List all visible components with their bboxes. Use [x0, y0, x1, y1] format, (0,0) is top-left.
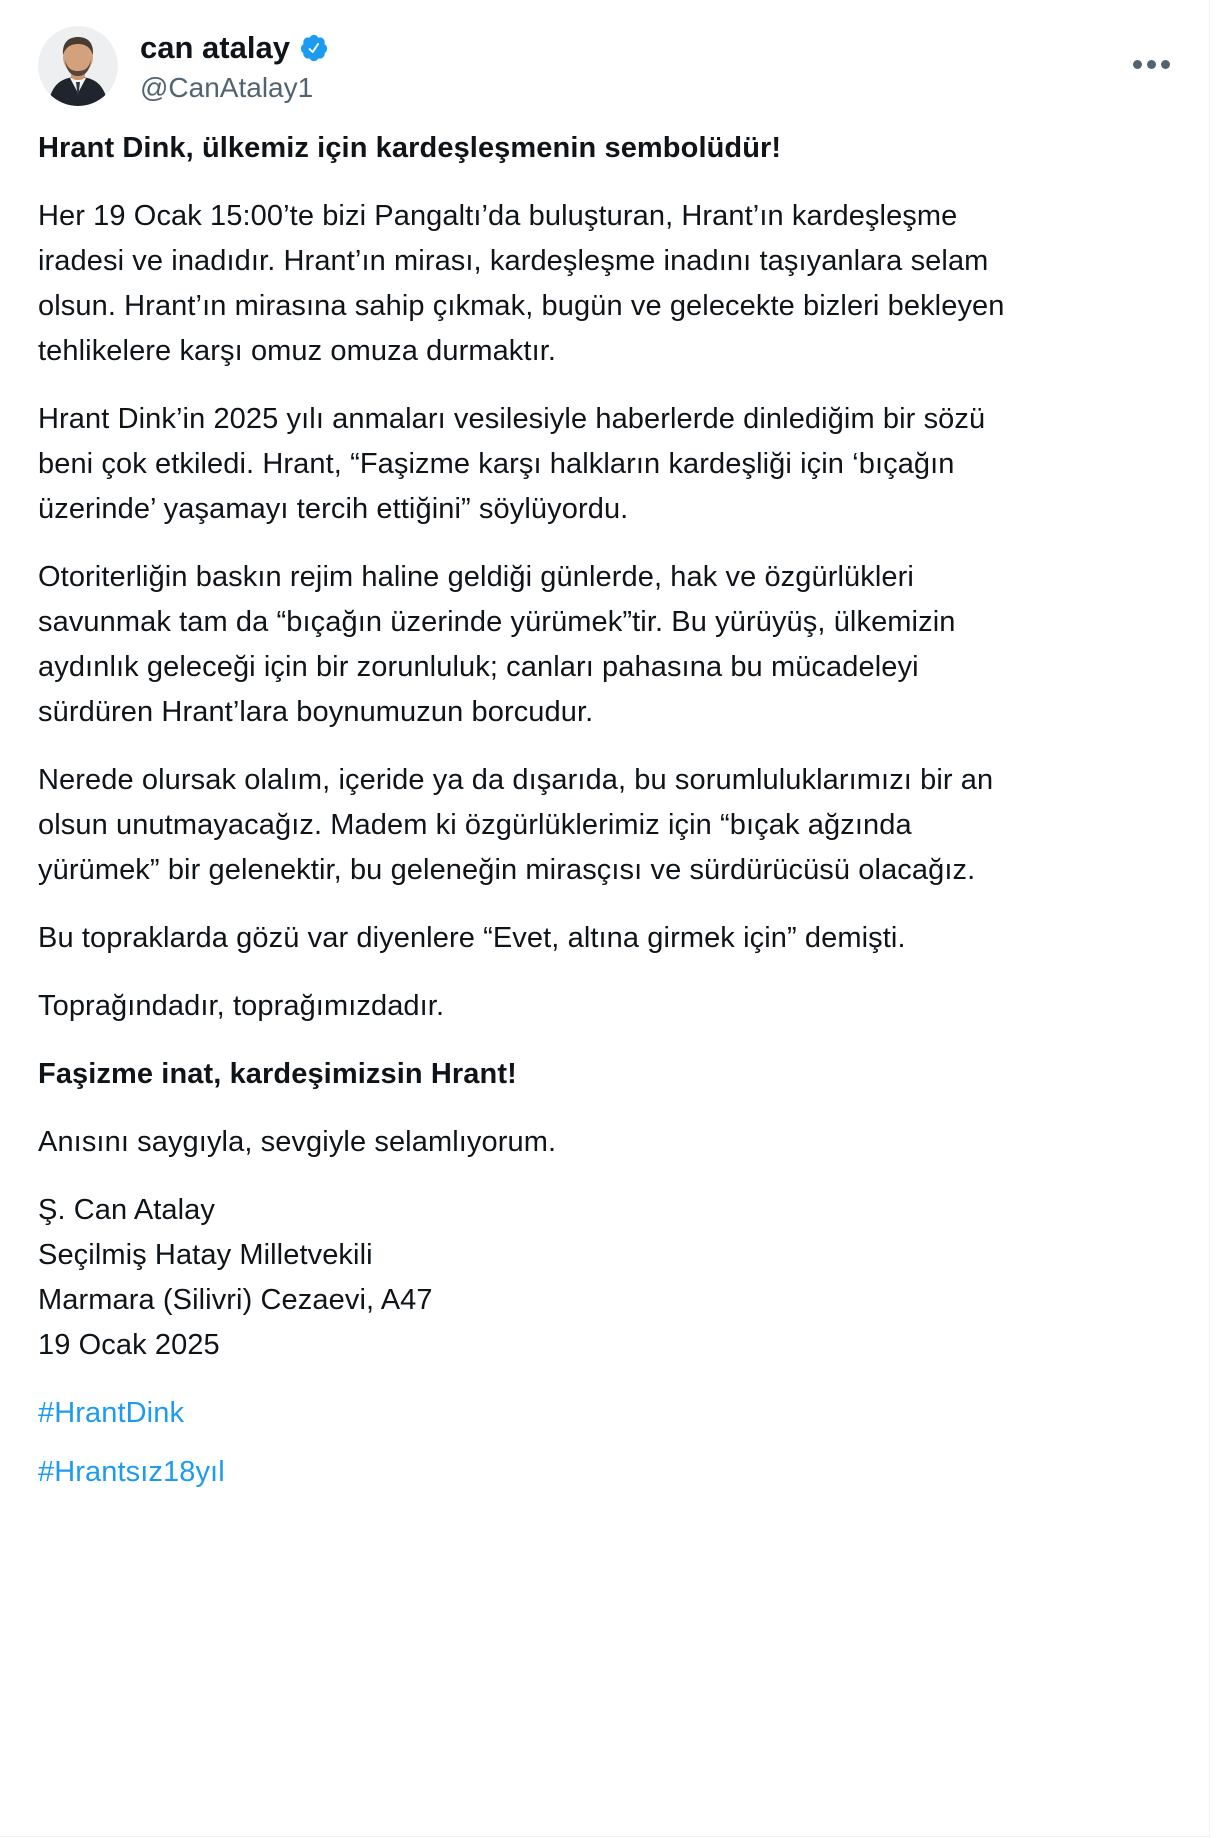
tweet-paragraph: Hrant Dink’in 2025 yılı anmaları vesilesiyle haberlerde dinlediğim bir sözü beni çok etkiledi. Hrant, “Faşizme karşı halkların kardeşliği için ‘bıçağın üzerinde’ yaşamayı tercih ettiğini” söylüyordu.	[38, 403, 986, 526]
hashtag-block	[38, 1391, 1013, 1495]
avatar[interactable]	[38, 26, 118, 106]
tweet-paragraph: Faşizme inat, kardeşimizsin Hrant!	[38, 1058, 517, 1091]
hashtag-link-hrantdink[interactable]: #HrantDink	[38, 1397, 185, 1430]
hashtag-link-hrantsiz18yil[interactable]: #Hrantsız18yıl	[38, 1456, 225, 1489]
identity-block	[140, 26, 329, 106]
more-menu-icon	[1147, 60, 1156, 69]
tweet-header	[38, 26, 1209, 106]
handle[interactable]: @CanAtalay1	[140, 71, 314, 103]
signature-line: Marmara (Silivri) Cezaevi, A47	[38, 1284, 433, 1317]
tweet-paragraph: Her 19 Ocak 15:00’te bizi Pangaltı’da buluşturan, Hrant’ın kardeşleşme iradesi ve inadıdır. Hrant’ın mirası, kardeşleşme inadını taşıyanlara selam olsun. Hrant’ın mirasına sahip çıkmak, bugün ve gelecekte bizleri bekleyen tehlikelere karşı omuz omuza durmaktır.	[38, 200, 1005, 368]
tweet-paragraph: Bu topraklarda gözü var diyenlere “Evet, altına girmek için” demişti.	[38, 922, 906, 955]
signature-line: 19 Ocak 2025	[38, 1329, 220, 1362]
tweet-paragraph: Nerede olursak olalım, içeride ya da dışarıda, bu sorumluluklarımızı bir an olsun unutmayacağız. Madem ki özgürlüklerimiz için “bıçak ağzında yürümek” bir gelenektir, bu geleneğin mirasçısı ve sürdürücüsü olacağız.	[38, 764, 994, 887]
avatar-photo	[38, 26, 118, 106]
tweet-paragraph: Toprağındadır, toprağımızdadır.	[38, 990, 445, 1023]
signature-line: Ş. Can Atalay	[38, 1194, 216, 1227]
verified-badge-icon	[299, 33, 329, 63]
tweet-paragraph: Otoriterliğin baskın rejim haline geldiği günlerde, hak ve özgürlükleri savunmak tam da “bıçağın üzerinde yürümek”tir. Bu yürüyüş, ülkemizin aydınlık geleceği için bir zorunluluk; canları pahasına bu mücadeleyi sürdüren Hrant’lara boynumuzun borcudur.	[38, 561, 956, 729]
display-name[interactable]: can atalay	[140, 30, 290, 65]
tweet-body	[38, 126, 1013, 1495]
more-menu-icon	[1161, 60, 1170, 69]
signature-block	[38, 1188, 1013, 1368]
tweet-paragraph: Hrant Dink, ülkemiz için kardeşleşmenin sembolüdür!	[38, 132, 782, 165]
more-button[interactable]	[1129, 42, 1173, 86]
signature-line: Seçilmiş Hatay Milletvekili	[38, 1239, 373, 1272]
more-menu-icon	[1133, 60, 1142, 69]
tweet-paragraph: Anısını saygıyla, sevgiyle selamlıyorum.	[38, 1126, 557, 1159]
